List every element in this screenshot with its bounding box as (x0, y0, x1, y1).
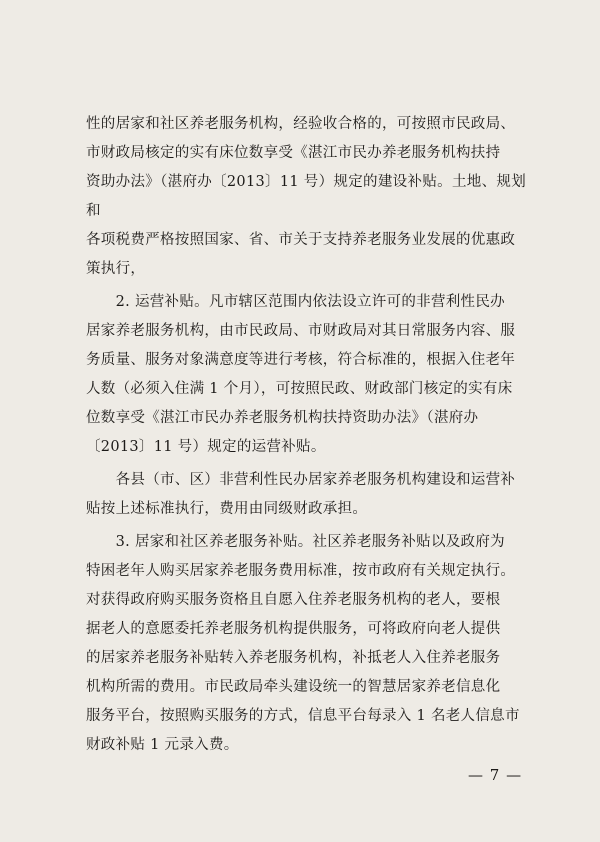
text-line: 财政补贴 1 元录入费。 (86, 737, 239, 753)
text-line: 服务平台，按照购买服务的方式，信息平台每录入 1 名老人信息市 (86, 708, 520, 724)
text-line: 3. 居家和社区养老服务补贴。社区养老服务补贴以及政府为 (86, 534, 505, 550)
text-line: 据老人的意愿委托养老服务机构提供服务，可将政府向老人提供 (86, 621, 501, 637)
text-line: 的居家养老服务补贴转入养老服务机构，补抵老人入住养老服务 (86, 650, 501, 666)
text-line: 对获得政府购买服务资格且自愿入住养老服务机构的老人，要根 (86, 592, 501, 608)
paragraph (86, 528, 526, 760)
paragraph (86, 288, 526, 462)
text-line: 居家养老服务机构，由市民政局、市财政局对其日常服务内容、服 (86, 323, 516, 339)
paragraph (86, 466, 526, 524)
text-line: 2. 运营补贴。凡市辖区范围内依法设立许可的非营利性民办 (86, 294, 505, 310)
text-line: 各县（市、区）非营利性民办居家养老服务机构建设和运营补 (86, 472, 516, 488)
text-line: 各项税费严格按照国家、省、市关于支持养老服务业发展的优惠政 (86, 232, 516, 248)
text-line: 资助办法》（湛府办〔2013〕11 号）规定的建设补贴。土地、规划和 (86, 174, 526, 219)
text-line: 机构所需的费用。市民政局牵头建设统一的智慧居家养老信息化 (86, 679, 501, 695)
text-line: 特困老年人购买居家养老服务费用标准，按市政府有关规定执行。 (86, 563, 516, 579)
text-line: 务质量、服务对象满意度等进行考核，符合标准的，根据入住老年 (86, 352, 516, 368)
text-line: 策执行， (86, 261, 146, 277)
text-line: 贴按上述标准执行，费用由同级财政承担。 (86, 501, 368, 517)
text-line: 位数享受《湛江市民办养老服务机构扶持资助办法》（湛府办 (86, 410, 479, 426)
page-number: — 7 — (468, 766, 523, 784)
document-body (86, 110, 526, 760)
text-line: 人数（必须入住满 1 个月），可按照民政、财政部门核定的实有床 (86, 381, 513, 397)
paragraph (86, 110, 526, 284)
text-line: 〔2013〕11 号）规定的运营补贴。 (86, 439, 326, 455)
text-line: 性的居家和社区养老服务机构，经验收合格的，可按照市民政局、 (86, 116, 516, 132)
text-line: 市财政局核定的实有床位数享受《湛江市民办养老服务机构扶持 (86, 145, 501, 161)
